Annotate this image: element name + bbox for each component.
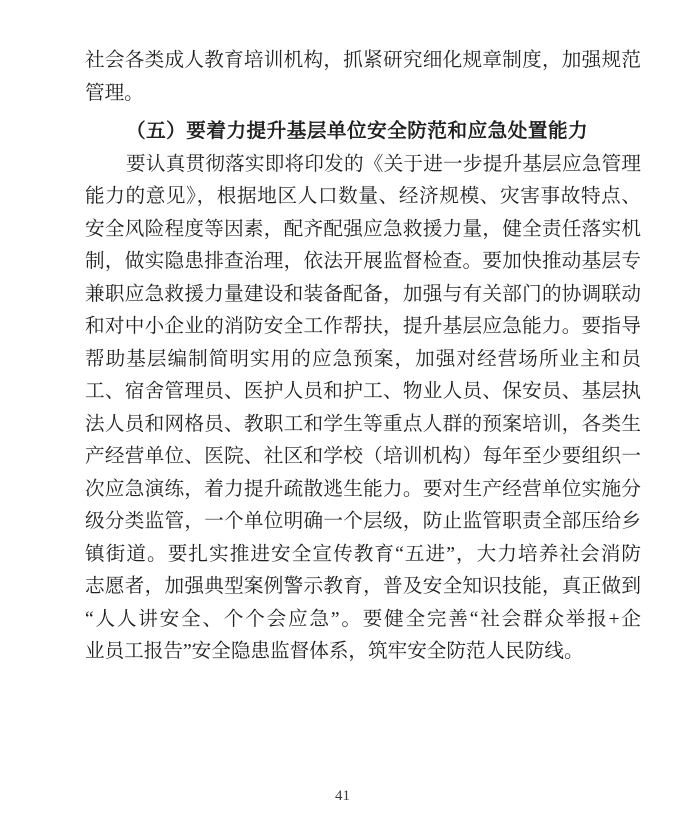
text-line: 次应急演练，着力提升疏散逃生能力。要对生产经营单位实施分 <box>85 478 641 500</box>
text-line: 管理。 <box>85 82 144 104</box>
text-line: 级分类监管，一个单位明确一个层级，防止监管职责全部压给乡 <box>85 511 641 532</box>
page-number: 41 <box>335 788 350 804</box>
section-heading: （五）要着力提升基层单位安全防范和应急处置能力 <box>126 121 589 142</box>
text-line: 安全风险程度等因素，配齐配强应急救援力量，健全责任落实机 <box>85 218 641 240</box>
text-line: 社会各类成人教育培训机构，抓紧研究细化规章制度，加强规范 <box>85 50 641 71</box>
text-line: 产经营单位、医院、社区和学校（培训机构）每年至少要组织一 <box>85 446 641 467</box>
text-line: 业员工报告”安全隐患监督体系，筑牢安全防范人民防线。 <box>85 641 584 662</box>
text-line: 法人员和网格员、教职工和学生等重点人群的预案培训，各类生 <box>85 413 641 435</box>
text-line: “人人讲安全、个个会应急”。要健全完善“社会群众举报+企 <box>85 608 641 630</box>
text-line: 工、宿舍管理员、医护人员和护工、物业人员、保安员、基层执 <box>85 381 641 402</box>
text-line: 镇街道。要扎实推进安全宣传教育“五进”，大力培养社会消防 <box>85 543 641 565</box>
text-line: 能力的意见》，根据地区人口数量、经济规模、灾害事故特点、 <box>85 186 641 207</box>
text-line: 要认真贯彻落实即将印发的《关于进一步提升基层应急管理 <box>126 153 641 175</box>
document-body <box>85 45 641 669</box>
text-line: 制，做实隐患排查治理，依法开展监督检查。要加快推动基层专 <box>85 251 641 272</box>
text-line: 兼职应急救援力量建设和装备配备，加强与有关部门的协调联动 <box>85 283 641 305</box>
text-line: 帮助基层编制简明实用的应急预案，加强对经营场所业主和员 <box>85 348 641 370</box>
text-line: 和对中小企业的消防安全工作帮扶，提升基层应急能力。要指导 <box>85 316 641 337</box>
text-line: 志愿者，加强典型案例警示教育，普及安全知识技能，真正做到 <box>85 576 641 597</box>
